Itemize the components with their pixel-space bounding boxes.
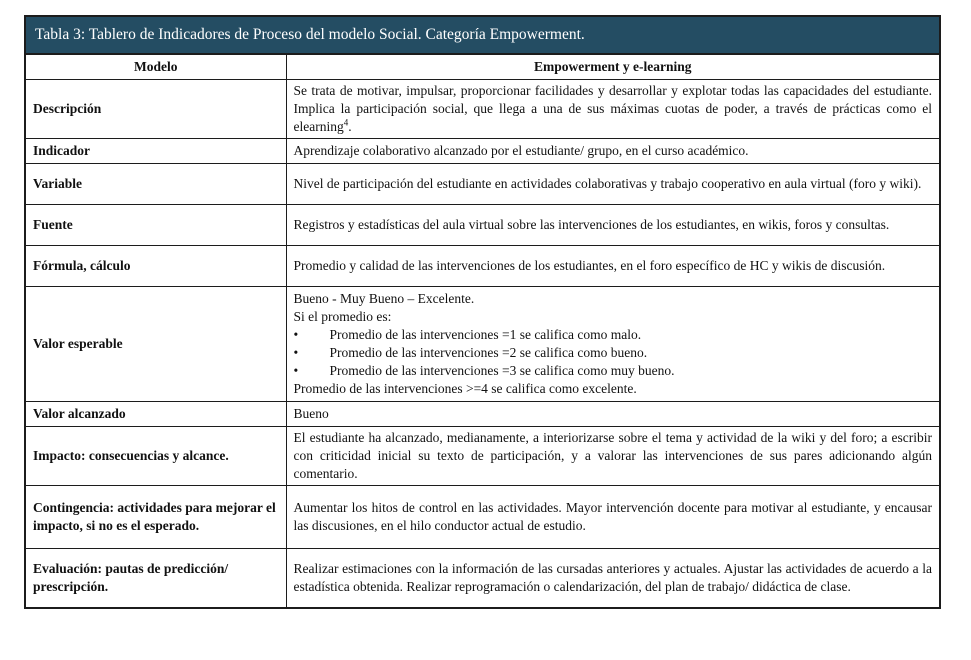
table-row-valor-esperable: [26, 287, 939, 402]
table-caption: Tabla 3: Tablero de Indicadores de Proceso del modelo Social. Categoría Empowerment.: [26, 17, 939, 55]
list-item: [294, 326, 933, 344]
list-item: [294, 362, 933, 380]
row-label-formula: Fórmula, cálculo: [26, 246, 286, 287]
row-label-evaluacion: Evaluación: pautas de predicción/ prescripción.: [26, 549, 286, 608]
row-label-valor-esperable: Valor esperable: [26, 287, 286, 402]
row-value-impacto: El estudiante ha alcanzado, medianamente, a interiorizarse sobre el tema y actividad de la wiki y del foro; a escribir con criticidad inicial su texto de participación, y a valorar las intervenciones de sus pares adicionando algún comentario.: [286, 427, 939, 486]
footnote-marker: 4: [343, 117, 349, 128]
bullet-marker: •: [293, 327, 299, 342]
table-row-variable: [26, 164, 939, 205]
row-label-indicador: Indicador: [26, 139, 286, 164]
header-modelo: Modelo: [26, 55, 286, 80]
table-header-row: [26, 55, 939, 80]
valor-esperable-scale: Bueno - Muy Bueno – Excelente.: [293, 291, 475, 306]
table-row-evaluacion: [26, 549, 939, 608]
bullet-marker: •: [293, 363, 299, 378]
descripcion-tail: .: [348, 119, 352, 134]
table-row-impacto: [26, 427, 939, 486]
indicator-table-document: [24, 15, 941, 609]
row-value-valor-alcanzado: Bueno: [286, 402, 939, 427]
row-value-indicador: Aprendizaje colaborativo alcanzado por el estudiante/ grupo, en el curso académico.: [286, 139, 939, 164]
row-label-descripcion: Descripción: [26, 80, 286, 139]
table-row-fuente: [26, 205, 939, 246]
row-value-formula: Promedio y calidad de las intervenciones de los estudiantes, en el foro específico de HC y wikis de discusión.: [286, 246, 939, 287]
descripcion-text: Se trata de motivar, impulsar, proporcionar facilidades y desarrollar y explotar todas las capacidades del estudiante. Implica la participación social, que llega a una de sus máximas cuotas de poder, a través de prácticas como el elearning: [293, 83, 932, 134]
table-row-valor-alcanzado: [26, 402, 939, 427]
row-value-evaluacion: Realizar estimaciones con la información de las cursadas anteriores y actuales. Ajustar las actividades de acuerdo a la estadística obtenida. Realizar reprogramación o calendarización, del plan de trabajo/ didáctica de clase.: [286, 549, 939, 608]
valor-esperable-last: Promedio de las intervenciones >=4 se califica como excelente.: [293, 381, 637, 396]
row-label-contingencia: Contingencia: actividades para mejorar el impacto, si no es el esperado.: [26, 486, 286, 549]
indicator-table: [26, 55, 939, 607]
table-row-indicador: [26, 139, 939, 164]
header-empowerment: Empowerment y e-learning: [286, 55, 939, 80]
table-row-contingencia: [26, 486, 939, 549]
row-value-fuente: Registros y estadísticas del aula virtual sobre las intervenciones de los estudiantes, en wikis, foros y consultas.: [286, 205, 939, 246]
table-row-descripcion: [26, 80, 939, 139]
valor-esperable-intro: Si el promedio es:: [293, 309, 392, 324]
row-value-contingencia: Aumentar los hitos de control en las actividades. Mayor intervención docente para motivar al estudiante, y encausar las discusiones, en el hilo conductor actual de estudio.: [286, 486, 939, 549]
row-value-variable: Nivel de participación del estudiante en actividades colaborativas y trabajo cooperativo en aula virtual (foro y wiki).: [286, 164, 939, 205]
list-item-text: Promedio de las intervenciones =3 se califica como muy bueno.: [329, 363, 675, 378]
list-item: [294, 344, 933, 362]
row-label-variable: Variable: [26, 164, 286, 205]
row-label-fuente: Fuente: [26, 205, 286, 246]
list-item-text: Promedio de las intervenciones =1 se califica como malo.: [329, 327, 642, 342]
row-value-descripcion: [286, 80, 939, 139]
table-row-formula: [26, 246, 939, 287]
row-label-impacto: Impacto: consecuencias y alcance.: [26, 427, 286, 486]
row-label-valor-alcanzado: Valor alcanzado: [26, 402, 286, 427]
bullet-marker: •: [293, 345, 299, 360]
list-item-text: Promedio de las intervenciones =2 se califica como bueno.: [329, 345, 648, 360]
row-value-valor-esperable: [286, 287, 939, 402]
